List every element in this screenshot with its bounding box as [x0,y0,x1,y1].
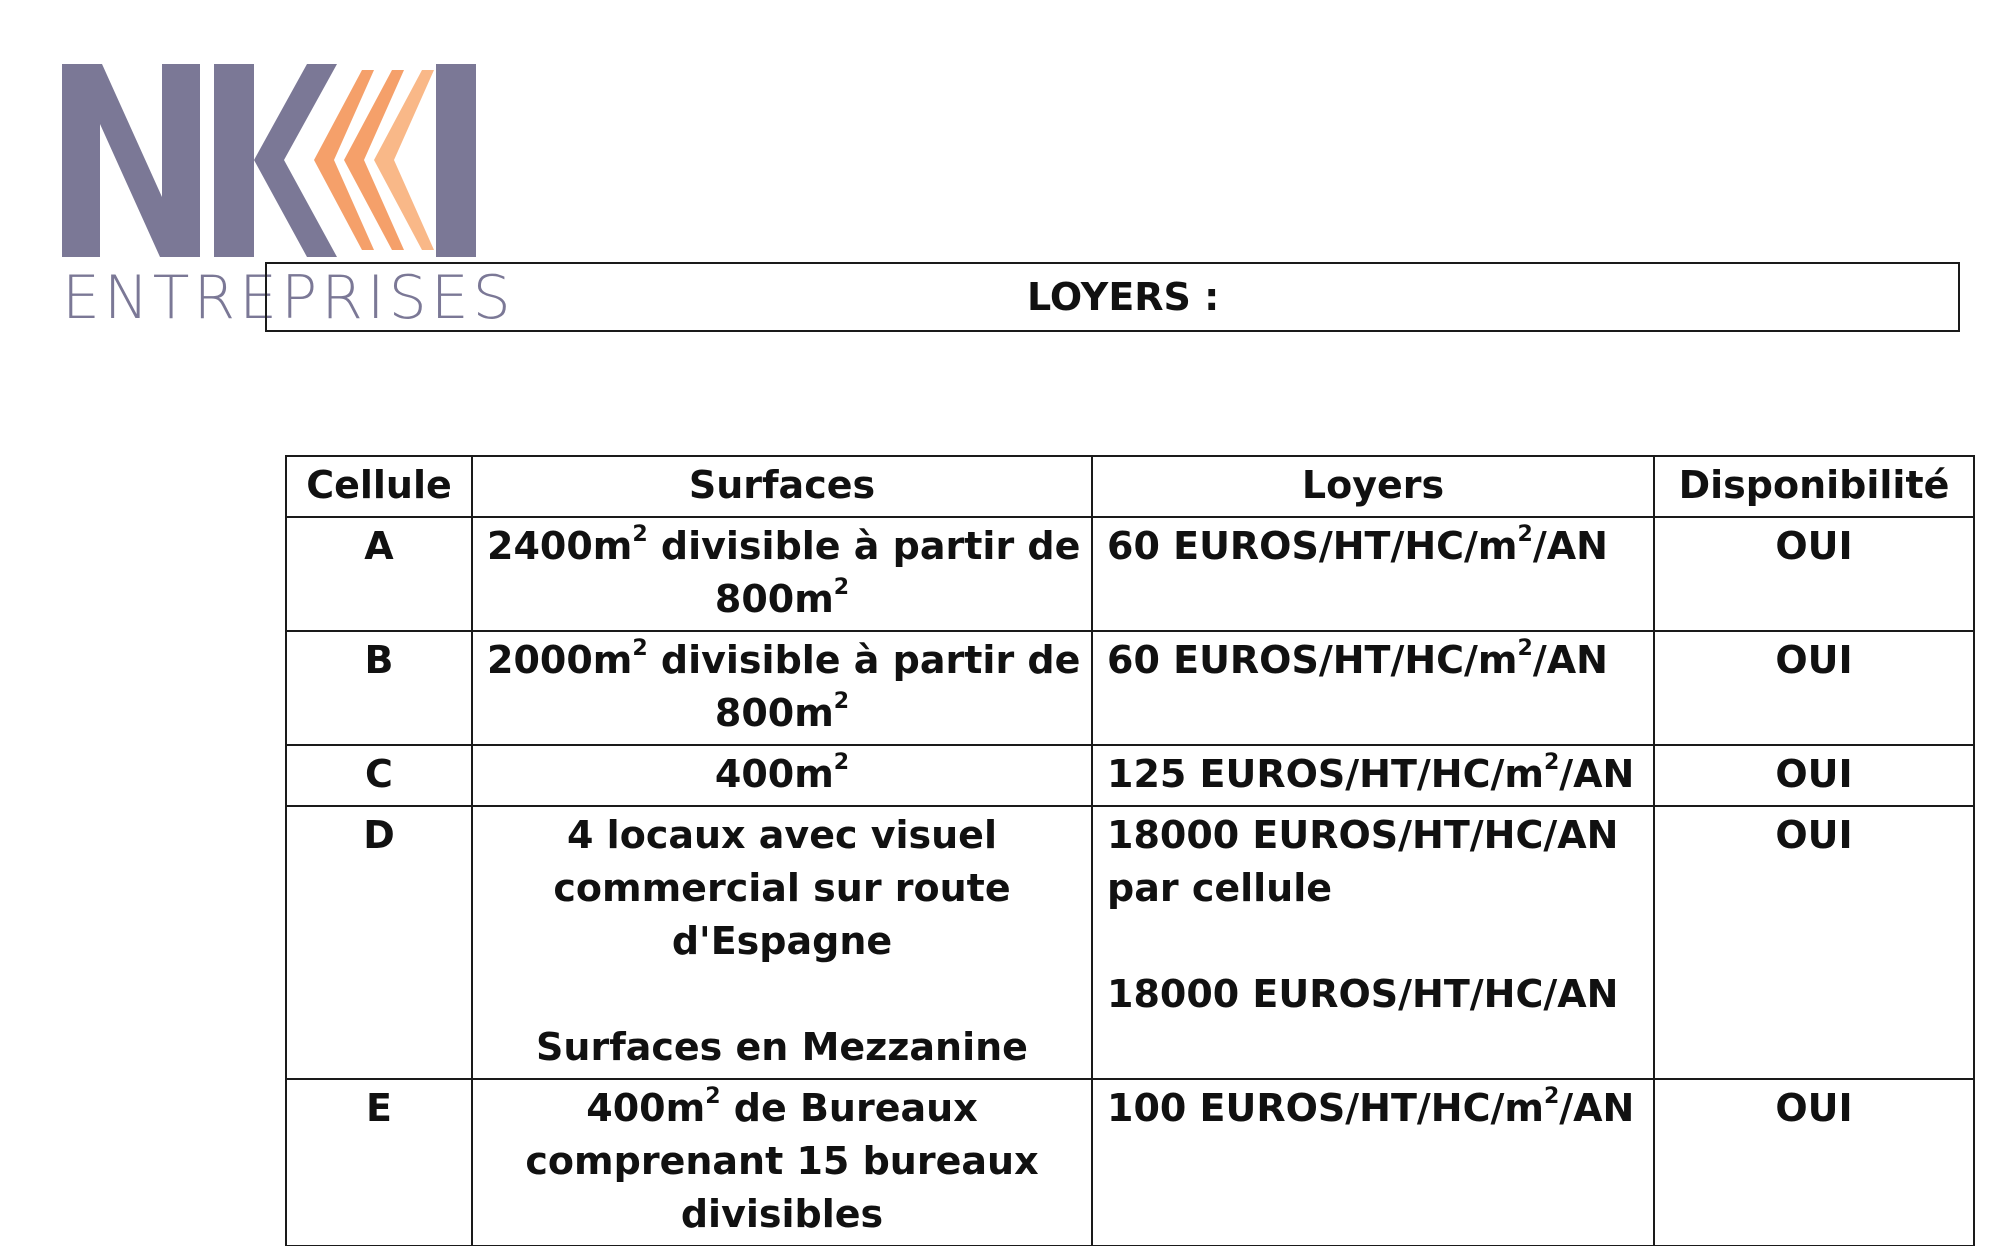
loyer-spacer [1107,915,1639,968]
loyer-text: par cellule [1107,866,1333,910]
cell-disponibilite: OUI [1654,517,1974,631]
surface-line [487,1082,1077,1135]
surface-text: commercial sur route [553,866,1011,910]
page-title: LOYERS : [1027,275,1220,319]
surface-line [487,687,1077,740]
surface-superscript: 2 [705,1084,721,1110]
surface-line [487,573,1077,626]
cell-disponibilite: OUI [1654,631,1974,745]
surface-text: 800m [714,691,834,735]
loyer-line [1107,968,1639,1021]
loyer-line [1107,748,1639,801]
surface-line [487,748,1077,801]
loyer-text: 125 EUROS/HT/HC/m [1107,752,1544,796]
loyer-text-suffix: /AN [1559,1086,1635,1130]
cell-cellule: E [286,1079,472,1246]
cell-surfaces [472,517,1092,631]
surface-line [487,520,1081,573]
loyer-line [1107,634,1639,687]
table-row [286,517,1974,631]
title-box [265,262,1960,332]
cell-loyers [1092,1079,1654,1246]
loyer-text: 60 EUROS/HT/HC/m [1107,524,1518,568]
surface-text: d'Espagne [671,919,893,963]
table-row [286,806,1974,1079]
cell-disponibilite: OUI [1654,1079,1974,1246]
loyer-superscript: 2 [1517,636,1533,662]
cell-surfaces [472,631,1092,745]
surface-text-suffix: de Bureaux [720,1086,978,1130]
cell-loyers [1092,745,1654,806]
table-body [286,517,1974,1246]
loyer-superscript: 2 [1517,522,1533,548]
surface-superscript: 2 [833,575,850,601]
brand-name: ENTREPRISES [62,263,515,333]
header-disponibilite: Disponibilité [1654,456,1974,517]
surface-text: 2400m [487,524,633,568]
surface-text: 800m [714,577,834,621]
surface-line [487,1135,1077,1188]
loyer-text: 60 EUROS/HT/HC/m [1107,638,1518,682]
surface-line [487,1188,1077,1241]
cell-disponibilite: OUI [1654,745,1974,806]
cell-surfaces [472,745,1092,806]
surface-line [487,862,1077,915]
cell-surfaces [472,1079,1092,1246]
surface-text: 400m [586,1086,706,1130]
cell-disponibilite: OUI [1654,806,1974,1079]
cell-surfaces [472,806,1092,1079]
loyer-text: 18000 EUROS/HT/HC/AN [1107,813,1619,857]
surface-spacer [487,968,1077,1021]
rent-table [285,455,1975,1246]
header-cellule: Cellule [286,456,472,517]
cell-cellule: C [286,745,472,806]
table-header-row [286,456,1974,517]
surface-text: Surfaces en Mezzanine [536,1025,1028,1069]
loyer-line [1107,1082,1639,1135]
surface-text: 400m [714,752,834,796]
loyer-superscript: 2 [1543,1084,1560,1110]
cell-cellule: B [286,631,472,745]
loyer-text: 18000 EUROS/HT/HC/AN [1107,972,1619,1016]
surface-line [487,1021,1077,1074]
table-row [286,745,1974,806]
surface-text: 4 locaux avec visuel [567,813,997,857]
cell-loyers [1092,806,1654,1079]
surface-superscript: 2 [833,750,850,776]
cell-loyers [1092,631,1654,745]
header-surfaces: Surfaces [472,456,1092,517]
header-loyers: Loyers [1092,456,1654,517]
cell-cellule: D [286,806,472,1079]
surface-text-suffix: divisible à partir de [647,638,1081,682]
loyer-line [1107,862,1639,915]
cell-loyers [1092,517,1654,631]
surface-superscript: 2 [632,636,648,662]
cell-cellule: A [286,517,472,631]
loyer-text-suffix: /AN [1532,524,1608,568]
loyer-line [1107,809,1639,862]
surface-line [487,809,1077,862]
surface-superscript: 2 [833,689,850,715]
table-row [286,631,1974,745]
table-row [286,1079,1974,1246]
loyer-superscript: 2 [1543,750,1560,776]
loyer-text-suffix: /AN [1559,752,1635,796]
surface-line [487,915,1077,968]
surface-text: comprenant 15 bureaux [525,1139,1039,1183]
nki-logo-mark-icon [62,62,492,262]
surface-text: 2000m [487,638,633,682]
surface-text: divisibles [680,1192,884,1236]
surface-line [487,634,1081,687]
loyer-text: 100 EUROS/HT/HC/m [1107,1086,1544,1130]
loyer-line [1107,520,1639,573]
loyer-text-suffix: /AN [1532,638,1608,682]
surface-superscript: 2 [632,522,648,548]
surface-text-suffix: divisible à partir de [647,524,1081,568]
